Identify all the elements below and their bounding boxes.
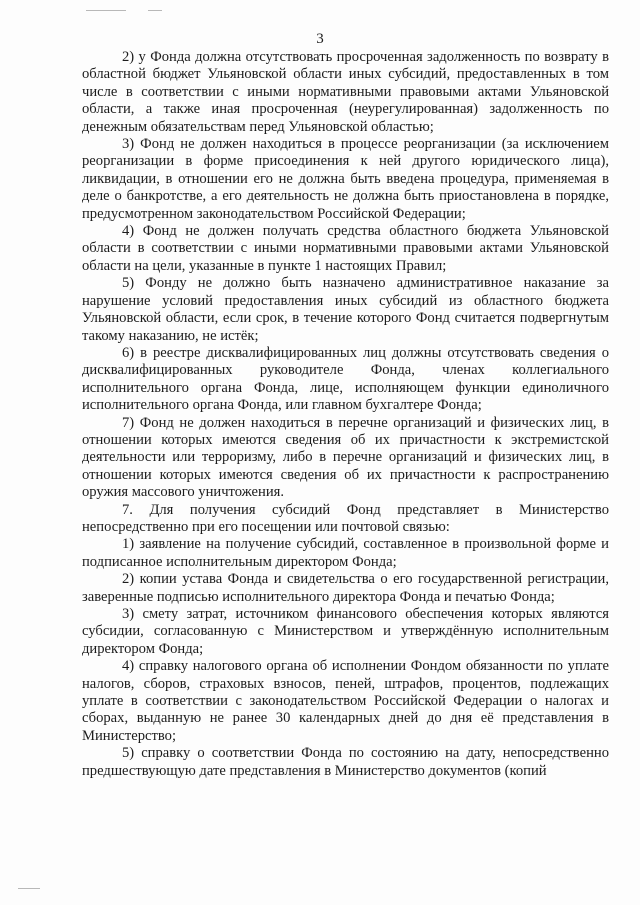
paragraph: 2) копии устава Фонда и свидетельства о его государственной регистрации, заверенные подписью исполнительного директора Фонда и печатью Фонда; bbox=[82, 571, 609, 605]
page-number: 3 bbox=[316, 31, 324, 47]
paragraph: 5) Фонду не должно быть назначено административное наказание за нарушение условий предоставления иных субсидий из областного бюджета Ульяновской области, если срок, в течение которого Фонд считается подвергнутым такому наказанию, не истёк; bbox=[82, 275, 609, 344]
scan-artifact bbox=[148, 10, 162, 11]
paragraph: 5) справку о соответствии Фонда по состоянию на дату, непосредственно предшествующую дате представления в Министерство документов (копий bbox=[82, 745, 609, 779]
paragraph: 1) заявление на получение субсидий, составленное в произвольной форме и подписанное исполнительным директором Фонда; bbox=[82, 536, 609, 570]
paragraph: 7. Для получения субсидий Фонд представляет в Министерство непосредственно при его посещении или почтовой связью: bbox=[82, 501, 609, 535]
paragraph: 7) Фонд не должен находиться в перечне организаций и физических лиц, в отношении которых имеются сведения об их причастности к экстремистской деятельности или терроризму, либо в перечне организаций и физических лиц, в отношении которых имеются сведения об их причастности к распространению оружия массового уничтожения. bbox=[82, 414, 609, 501]
paragraph: 6) в реестре дисквалифицированных лиц должны отсутствовать сведения о дисквалифицированных руководителе Фонда, членах коллегиального исполнительного органа Фонда, лице, исполняющем функции единоличного исполнительного органа Фонда, или главном бухгалтере Фонда; bbox=[82, 344, 609, 414]
paragraph: 4) справку налогового органа об исполнении Фондом обязанности по уплате налогов, сборов, страховых взносов, пеней, штрафов, процентов, подлежащих уплате в соответствии с законодательством Российской Федерации о налогах и сборах, выданную не ранее 30 календарных дней до дня её представления в Министерство; bbox=[82, 658, 609, 744]
paragraph: 4) Фонд не должен получать средства областного бюджета Ульяновской области в соответствии с иными нормативными правовыми актами Ульяновской области на цели, указанные в пункте 1 настоящих Правил; bbox=[82, 223, 609, 274]
document-body bbox=[82, 49, 609, 780]
paragraph: 3) смету затрат, источником финансового обеспечения которых являются субсидии, согласованную с Министерством и утверждённую исполнительным директором Фонда; bbox=[82, 606, 609, 657]
paragraph: 3) Фонд не должен находиться в процессе реорганизации (за исключением реорганизации в форме присоединения к ней другого юридического лица), ликвидации, в отношении его не должна быть введена процедура, применяемая в деле о банкротстве, а его деятельность не должна быть приостановлена в порядке, предусмотренном законодательством Российской Федерации; bbox=[82, 136, 609, 222]
scan-artifact bbox=[86, 10, 126, 11]
paragraph: 2) у Фонда должна отсутствовать просроченная задолженность по возврату в областной бюджет Ульяновской области иных субсидий, предоставленных в том числе в соответствии с иными нормативными правовыми актами Ульяновской области, а также иная просроченная (неурегулированная) задолженность по денежным обязательствам перед Ульяновской областью; bbox=[82, 49, 609, 135]
scan-artifact bbox=[18, 888, 40, 889]
